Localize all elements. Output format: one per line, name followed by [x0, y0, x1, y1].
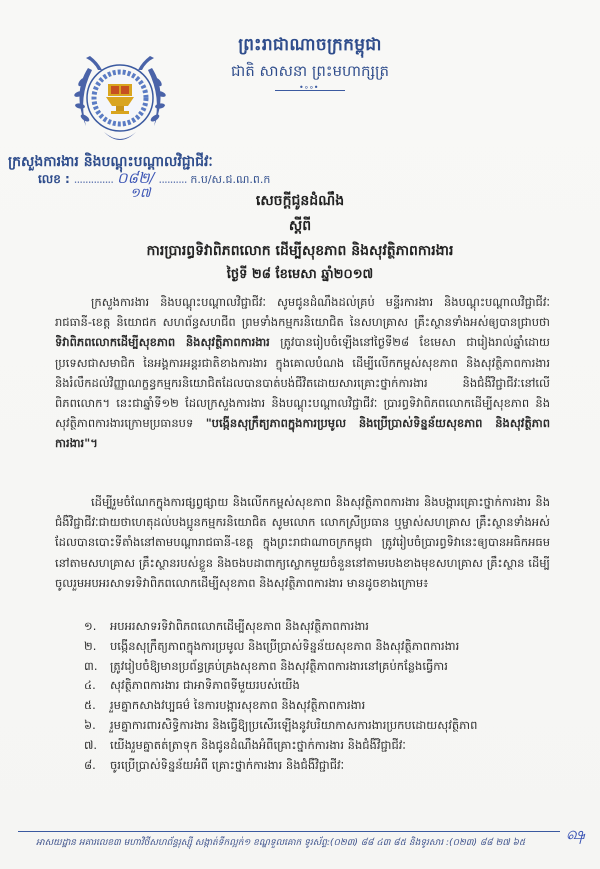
list-text: រួមគ្នាកសាងវប្បធម៌ នៃការបង្ការសុខភាព និងសុវត្ថិភាពការងារ	[110, 698, 366, 713]
list-item	[84, 696, 477, 716]
list-number: ៤.	[84, 678, 96, 693]
paragraph-1-text-a: ក្រសួងការងារ និងបណ្តុះបណ្តាលវិជ្ជាជីវៈ សូមជូនដំណឹងដល់គ្រប់ មន្ទីរការងារ និងបណ្តុះបណ្តាលវិជ្ជាជីវៈ រាជធានី-ខេត្ត និយោជក សហព័ន្ធសហជីព ព្រមទាំងកម្មករនិយោជិត នៃសហគ្រាស គ្រឹះស្ថានទាំងអស់ឲ្យបានជ្រាបថា	[55, 295, 550, 330]
list-text: សុវត្ថិភាពការងារ ជាអាទិភាពទីមួយរបស់យើង	[110, 678, 300, 693]
footer-address: អាសយដ្ឋាន អគារលេខ៣ មហាវិថីសហព័ន្ធរុស្ស៊ី សង្កាត់ទឹកល្អក់១ ខណ្ឌទួលគោក ទូរស័ព្ទ:(០២៣) ៨៨ ៤៣ ៨៥ និងទូរសារ :(០២៣) ៨៨ ២៧ ៦៥	[36, 838, 526, 848]
list-item	[84, 756, 477, 776]
ref-dots-2: ..........	[158, 172, 187, 186]
ref-number-handwritten: ០៨២/	[116, 169, 155, 187]
list-item	[84, 736, 477, 756]
document-title	[0, 191, 600, 285]
list-number: ២.	[84, 638, 97, 653]
ministry-name: ក្រសួងការងារ និងបណ្តុះបណ្តាលវិជ្ជាជីវៈ	[8, 154, 213, 170]
list-item	[84, 637, 477, 657]
slogan-list	[84, 617, 477, 775]
list-text: អបអរសាទរទិវាពិភពលោកដើម្បីសុខភាព និងសុវត្ថិភាពការងារ	[110, 619, 369, 633]
list-number: ៥.	[84, 698, 96, 713]
paragraph-1-bold-theme: "បង្កើនសុក្រឹត្យភាពក្នុងការប្រមូល និងប្រើប្រាស់ទិន្នន័យសុខភាព និងសុវត្ថិភាពការងារ"។	[55, 416, 550, 451]
list-text: ត្រូវរៀបចំឱ្យមានប្រព័ន្ធគ្រប់គ្រងសុខភាព និងសុវត្ថិភាពការងារនៅគ្រប់កន្លែងធ្វើការ	[110, 658, 448, 673]
title-regarding: ស្តីពី	[288, 218, 312, 234]
ministry-emblem-icon	[68, 48, 172, 148]
ref-label: លេខ :	[38, 172, 70, 186]
title-date: ថ្ងៃទី ២៨ ខែមេសា ឆ្នាំ២០១៧	[226, 267, 374, 282]
list-item	[84, 676, 477, 696]
list-number: ៦.	[84, 717, 96, 732]
body-paragraph-2: ដើម្បីរួមចំណែកក្នុងការផ្សព្វផ្សាយ និងលើកកម្ពស់សុខភាព និងសុវត្ថិភាពការងារ និងបង្ការគ្រោះថ្នាក់ការងារ និងជំងឺវិជ្ជាជីវៈជាយថាហេតុដល់បងប្អូនកម្មករនិយោជិត សូមលោក លោកស្រីប្រធាន ឬម្ចាស់សហគ្រាស គ្រឹះស្ថានទាំងអស់ ដែលបានបោះទីតាំងនៅតាមបណ្តារាជធានី-ខេត្ត ក្នុងព្រះរាជាណាចក្រកម្ពុជា ត្រូវរៀបចំប្រារព្ធទិវានេះឲ្យបានអធិកអធមនៅតាមសហគ្រាស គ្រឹះស្ថានរបស់ខ្លួន និងចងបដាពាក្យស្លោកមួយចំនួននៅតាមរបងខាងមុខសហគ្រាស គ្រឹះស្ថាន ដើម្បីចូលរួមអបអរសាទរទិវាពិភពលោកដើម្បីសុខភាព និងសុវត្ថិភាពការងារ មានដូចខាងក្រោម៖	[55, 495, 550, 590]
kingdom-header	[200, 34, 420, 92]
list-text: រួមគ្នាការពារសិទ្ធិការងារ និងធ្វើឱ្យប្រសើរឡើងនូវបរិយាកាសការងារប្រកបដោយសុវត្ថិភាព	[110, 717, 478, 732]
kingdom-title: ព្រះរាជាណាចក្រកម្ពុជា	[238, 35, 382, 55]
ref-dots: ..............	[73, 172, 114, 186]
list-number: ៨.	[84, 757, 96, 772]
list-number: ៣.	[84, 658, 98, 673]
national-motto: ជាតិ សាសនា ព្រះមហាក្សត្រ	[230, 62, 390, 80]
ref-suffix: ក.ប/ស.ជ.ណ.ព.ក	[190, 173, 271, 186]
ornament-divider	[275, 90, 345, 92]
list-item	[84, 657, 477, 677]
list-item	[84, 617, 477, 637]
list-number: ១.	[84, 619, 97, 633]
body-paragraph-1	[55, 292, 550, 454]
handwritten-initials: ஷ	[566, 824, 586, 844]
list-number: ៧.	[84, 737, 98, 752]
list-text: យើងរួមគ្នាតត់ត្រាទុក និងជូនដំណឹងអំពីគ្រោះថ្នាក់ការងារ និងជំងឺវិជ្ជាជីវៈ	[110, 737, 406, 752]
list-text: បង្កើនសុក្រឹត្យភាពក្នុងការប្រមូល និងប្រើប្រាស់ទិន្នន័យសុខភាព និងសុវត្ថិភាពការងារ	[110, 638, 460, 653]
list-text: ចូរប្រើប្រាស់ទិន្នន័យអំពី គ្រោះថ្នាក់ការងារ និងជំងឺវិជ្ជាជីវៈ	[110, 757, 345, 772]
footer-divider	[18, 831, 560, 832]
paragraph-1-text-b: ត្រូវបានរៀបចំឡើងនៅថ្ងៃទី២៨ ខែមេសា ជារៀងរាល់ឆ្នាំដោយប្រទេសជាសមាជិក នៃអង្គការអន្តរជាតិខាងការងារ ក្នុងគោលបំណង ដើម្បីលើកកម្ពស់សុខភាព និងសុវត្ថិភាពការងារ និងរំលឹកដល់វិញ្ញាណក្ខន្ធកម្មករនិយោជិតដែលបានបាត់បង់ជីវិតដោយសារគ្រោះថ្នាក់ការងារ និងជំងឺវិជ្ជាជីវៈនៅលើពិភពលោក។ នេះជាឆ្នាំទី១២ ដែលក្រសួងការងារ និងបណ្តុះបណ្តាលវិជ្ជាជីវៈ ប្រារព្ធទិវាពិភពលោកដើម្បីសុខភាព និងសុវត្ថិភាពការងារក្រោមប្រធានបទ	[55, 335, 550, 431]
reference-number	[38, 169, 270, 191]
title-subject: ការប្រារព្ធទិវាពិភពលោក ដើម្បីសុខភាព និងសុវត្ថិភាពការងារ	[146, 243, 454, 259]
paragraph-1-bold-a: ទិវាពិភពលោកដើម្បីសុខភាព និងសុវត្ថិភាពការងារ	[55, 335, 270, 350]
list-item	[84, 716, 477, 736]
ref-year-handwritten: ១៧	[130, 186, 151, 201]
title-announcement: សេចក្តីជូនដំណឹង	[255, 193, 345, 209]
